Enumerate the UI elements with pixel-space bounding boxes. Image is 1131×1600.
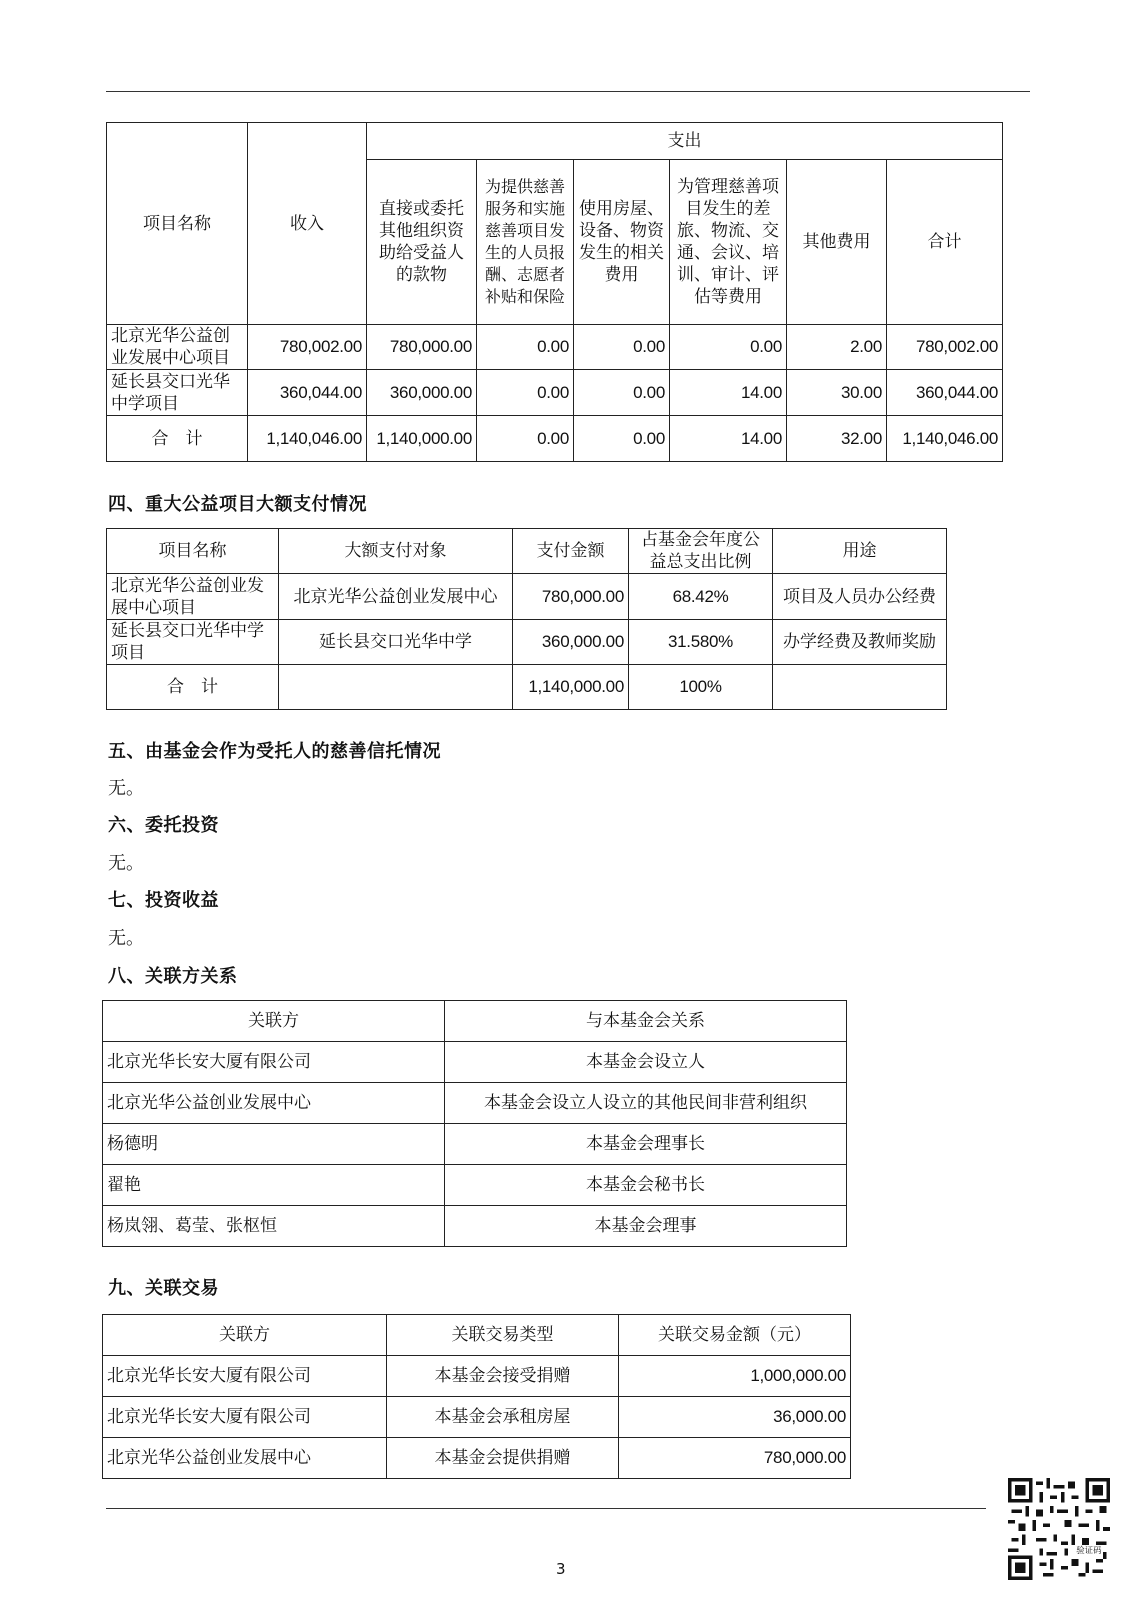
cell-staff: 0.00 [477,416,574,462]
cell-income: 360,044.00 [248,370,367,416]
table-row [103,1083,847,1124]
cell-property: 0.00 [574,370,670,416]
header-ratio: 占基金会年度公益总支出比例 [629,529,773,574]
section-8-heading: 八、关联方关系 [108,966,238,987]
section-9-heading: 九、关联交易 [108,1278,219,1299]
section-6-heading: 六、委托投资 [108,815,219,836]
footer-rule [106,1508,986,1509]
cell-ratio: 68.42% [629,574,773,620]
cell-ratio: 31.580% [629,620,773,665]
cell-party: 北京光华长安大厦有限公司 [103,1356,387,1397]
cell-total: 1,140,046.00 [887,416,1003,462]
cell-party: 杨岚翎、葛莹、张枢恒 [103,1206,445,1247]
header-other: 其他费用 [787,160,887,325]
cell-usage [773,665,947,710]
cell-transaction-type: 本基金会提供捐赠 [387,1438,619,1479]
table-row [107,370,1003,416]
cell-total: 780,002.00 [887,325,1003,370]
cell-management: 14.00 [670,370,787,416]
header-transaction-type: 关联交易类型 [387,1315,619,1356]
table-row [103,1356,851,1397]
cell-party: 杨德明 [103,1124,445,1165]
table-row [103,1042,847,1083]
cell-payee [279,665,513,710]
table-row [107,620,947,665]
table-row [103,1124,847,1165]
cell-project-name: 延长县交口光华中学项目 [107,370,248,416]
table-row [103,1397,851,1438]
cell-amount: 780,000.00 [513,574,629,620]
table-row [103,1438,851,1479]
header-amount: 支付金额 [513,529,629,574]
cell-transaction-amount: 780,000.00 [619,1438,851,1479]
cell-amount: 1,140,000.00 [513,665,629,710]
section-6-body: 无。 [108,853,144,874]
cell-party: 北京光华公益创业发展中心 [103,1438,387,1479]
cell-usage: 办学经费及教师奖励 [773,620,947,665]
cell-transaction-amount: 36,000.00 [619,1397,851,1438]
cell-other: 30.00 [787,370,887,416]
cell-management: 14.00 [670,416,787,462]
cell-party: 北京光华长安大厦有限公司 [103,1397,387,1438]
cell-direct: 1,140,000.00 [367,416,477,462]
cell-relation: 本基金会理事 [445,1206,847,1247]
cell-direct: 780,000.00 [367,325,477,370]
cell-project-name: 北京光华公益创业发展中心项目 [107,325,248,370]
cell-project-name: 北京光华公益创业发展中心项目 [107,574,279,620]
header-payee: 大额支付对象 [279,529,513,574]
header-property: 使用房屋、设备、物资发生的相关费用 [574,160,670,325]
cell-direct: 360,000.00 [367,370,477,416]
header-total: 合计 [887,160,1003,325]
header-transaction-amount: 关联交易金额（元） [619,1315,851,1356]
header-party: 关联方 [103,1315,387,1356]
income-expense-table [106,122,1003,462]
header-income: 收入 [248,123,367,325]
cell-party: 翟艳 [103,1165,445,1206]
cell-property: 0.00 [574,416,670,462]
cell-payee: 北京光华公益创业发展中心 [279,574,513,620]
cell-relation: 本基金会秘书长 [445,1165,847,1206]
cell-total-label: 合 计 [107,416,248,462]
cell-property: 0.00 [574,325,670,370]
cell-other: 2.00 [787,325,887,370]
page-number: 3 [556,1560,566,1578]
cell-staff: 0.00 [477,325,574,370]
cell-party: 北京光华长安大厦有限公司 [103,1042,445,1083]
header-direct: 直接或委托其他组织资助给受益人的款物 [367,160,477,325]
header-project-name: 项目名称 [107,123,248,325]
table-total-row [107,416,1003,462]
cell-income: 780,002.00 [248,325,367,370]
cell-other: 32.00 [787,416,887,462]
table-row [103,1165,847,1206]
cell-payee: 延长县交口光华中学 [279,620,513,665]
large-payment-table [106,528,947,710]
cell-transaction-type: 本基金会接受捐赠 [387,1356,619,1397]
cell-management: 0.00 [670,325,787,370]
cell-transaction-amount: 1,000,000.00 [619,1356,851,1397]
section-7-body: 无。 [108,928,144,949]
header-expense: 支出 [367,123,1003,160]
section-5-body: 无。 [108,778,144,799]
header-usage: 用途 [773,529,947,574]
header-staff: 为提供慈善服务和实施慈善项目发生的人员报酬、志愿者补贴和保险 [477,160,574,325]
section-7-heading: 七、投资收益 [108,890,219,911]
cell-relation: 本基金会设立人设立的其他民间非营利组织 [445,1083,847,1124]
header-management: 为管理慈善项目发生的差旅、物流、交通、会议、培训、审计、评估等费用 [670,160,787,325]
table-row [107,325,1003,370]
related-transaction-table [102,1314,851,1479]
cell-total-label: 合 计 [107,665,279,710]
header-project-name: 项目名称 [107,529,279,574]
section-5-heading: 五、由基金会作为受托人的慈善信托情况 [108,741,441,762]
cell-ratio: 100% [629,665,773,710]
cell-usage: 项目及人员办公经费 [773,574,947,620]
header-relation: 与本基金会关系 [445,1001,847,1042]
table-row [107,574,947,620]
header-party: 关联方 [103,1001,445,1042]
qr-code-icon [1008,1478,1110,1580]
cell-project-name: 延长县交口光华中学项目 [107,620,279,665]
cell-transaction-type: 本基金会承租房屋 [387,1397,619,1438]
header-rule [106,91,1030,92]
cell-income: 1,140,046.00 [248,416,367,462]
cell-relation: 本基金会设立人 [445,1042,847,1083]
table-row [103,1206,847,1247]
related-party-table [102,1000,847,1247]
section-4-heading: 四、重大公益项目大额支付情况 [108,494,367,515]
cell-staff: 0.00 [477,370,574,416]
table-total-row [107,665,947,710]
cell-party: 北京光华公益创业发展中心 [103,1083,445,1124]
qr-caption: 验证码 [1076,1544,1102,1555]
cell-total: 360,044.00 [887,370,1003,416]
cell-relation: 本基金会理事长 [445,1124,847,1165]
cell-amount: 360,000.00 [513,620,629,665]
